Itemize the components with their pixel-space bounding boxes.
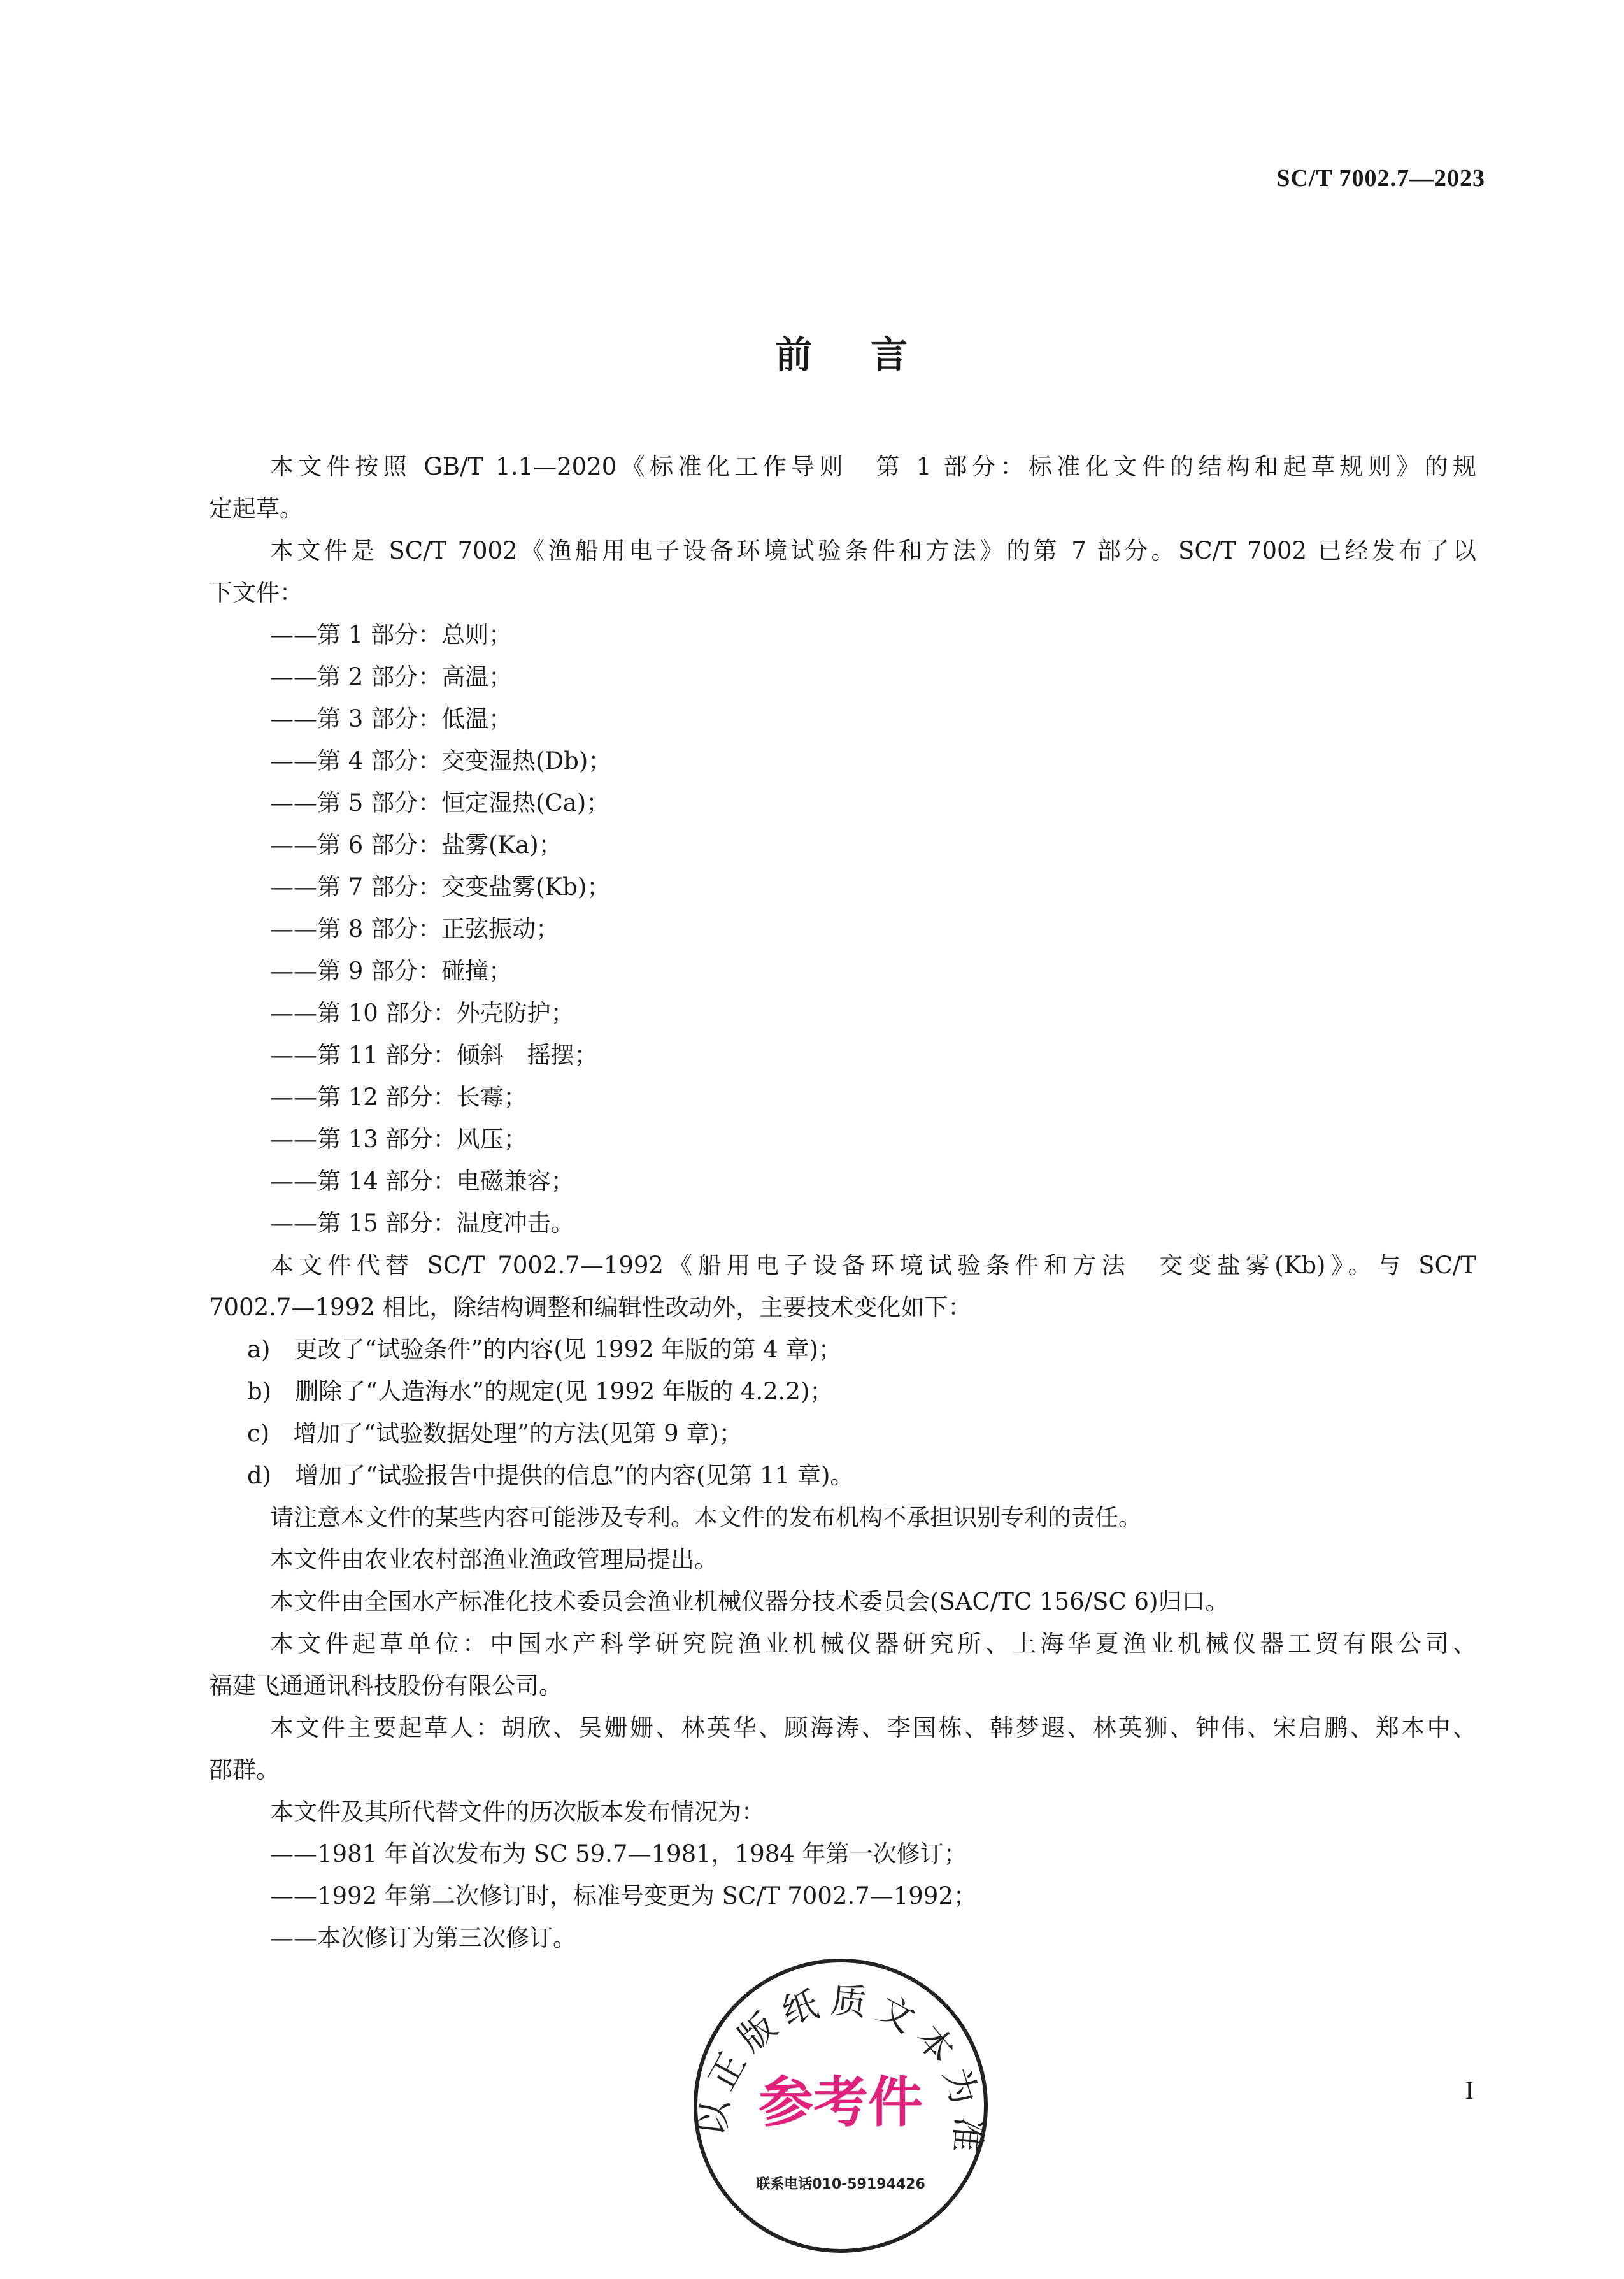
list-item: ——第 12 部分：长霉； [270, 1083, 527, 1111]
paragraph-line: 请注意本文件的某些内容可能涉及专利。本文件的发布机构不承担识别专利的责任。 [270, 1504, 1142, 1531]
paragraph-line: 7002.7—1992 相比，除结构调整和编辑性改动外，主要技术变化如下： [209, 1294, 972, 1321]
list-item: c) 增加了“试验数据处理”的方法(见第 9 章)； [247, 1420, 743, 1447]
list-item: ——第 5 部分：恒定湿热(Ca)； [270, 789, 610, 817]
paragraph-line: 本文件及其所代替文件的历次版本发布情况为： [270, 1798, 765, 1825]
list-item: b) 删除了“人造海水”的规定(见 1992 年版的 4.2.2)； [247, 1378, 834, 1405]
foreword-body [209, 446, 1476, 1959]
list-item: ——第 8 部分：正弦振动； [270, 915, 560, 943]
list-item: d) 增加了“试验报告中提供的信息”的内容(见第 11 章)。 [247, 1462, 854, 1489]
list-item: ——第 2 部分：高温； [270, 663, 513, 690]
page-title: 前言 [774, 333, 966, 376]
list-item: a) 更改了“试验条件”的内容(见 1992 年版的第 4 章)； [247, 1336, 842, 1363]
list-item: ——1981 年首次发布为 SC 59.7—1981，1984 年第一次修订； [270, 1840, 967, 1868]
paragraph-line: 福建飞通通讯科技股份有限公司。 [209, 1672, 562, 1699]
list-item: ——第 1 部分：总则； [270, 621, 513, 648]
paragraph-line: 下文件： [209, 579, 303, 606]
reference-copy-stamp [689, 1954, 992, 2257]
paragraph-line: 本文件是 SC/T 7002《渔船用电子设备环境试验条件和方法》的第 7 部分。SC/T 7002 已经发布了以 [270, 537, 1476, 564]
list-item: ——第 11 部分：倾斜 摇摆； [270, 1041, 598, 1069]
paragraph-line: 邵群。 [209, 1756, 280, 1783]
paragraph-line: 本文件起草单位：中国水产科学研究院渔业机械仪器研究所、上海华夏渔业机械仪器工贸有限公司、 [270, 1630, 1476, 1657]
paragraph-line: 本文件代替 SC/T 7002.7—1992《船用电子设备环境试验条件和方法 交变盐雾(Kb)》。与 SC/T [270, 1252, 1476, 1279]
list-item: ——本次修订为第三次修订。 [270, 1924, 576, 1952]
list-item: ——第 3 部分：低温； [270, 705, 513, 732]
paragraph-line: 本文件按照 GB/T 1.1—2020《标准化工作导则 第 1 部分：标准化文件的结构和起草规则》的规 [270, 453, 1476, 480]
list-item: ——第 10 部分：外壳防护； [270, 999, 574, 1027]
stamp-ring-text: 以正版纸质文本为准 [692, 1979, 990, 2163]
list-item: ——1992 年第二次修订时，标准号变更为 SC/T 7002.7—1992； [270, 1882, 977, 1910]
list-item: ——第 7 部分：交变盐雾(Kb)； [270, 873, 611, 901]
list-item: ——第 6 部分：盐雾(Ka)； [270, 831, 562, 859]
list-item: ——第 15 部分：温度冲击。 [270, 1210, 574, 1237]
list-item: ——第 4 部分：交变湿热(Db)； [270, 747, 612, 775]
standard-number: SC/T 7002.7—2023 [1276, 165, 1485, 192]
paragraph-line: 本文件由全国水产标准化技术委员会渔业机械仪器分技术委员会(SAC/TC 156/SC 6)归口。 [270, 1588, 1229, 1615]
page-number: I [1465, 2076, 1474, 2104]
paragraph-line: 本文件主要起草人：胡欣、吴姗姗、林英华、顾海涛、李国栋、韩梦遐、林英狮、钟伟、宋启鹏、郑本中、 [270, 1714, 1476, 1741]
list-item: ——第 9 部分：碰撞； [270, 957, 513, 985]
stamp-center-text: 参考件 [759, 2071, 923, 2134]
list-item: ——第 13 部分：风压； [270, 1125, 527, 1153]
paragraph-line: 定起草。 [209, 495, 303, 522]
stamp-phone-text: 联系电话010-59194426 [756, 2176, 925, 2192]
list-item: ——第 14 部分：电磁兼容； [270, 1168, 574, 1195]
paragraph-line: 本文件由农业农村部渔业渔政管理局提出。 [270, 1546, 718, 1573]
